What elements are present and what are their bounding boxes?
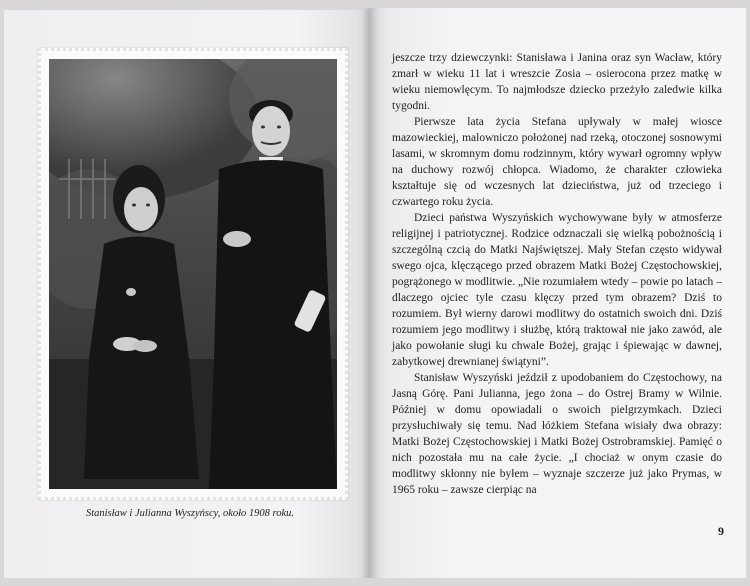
body-text <box>392 50 722 498</box>
photo-caption: Stanisław i Julianna Wyszyńscy, około 1908 roku. <box>85 508 295 519</box>
paragraph: Stanisław Wyszyński jeździł z upodobaniem do Częstochowy, na Jasną Górę. Pani Julianna, jego żona – do Ostrej Bramy w Wilnie. Później w domu opowiadali o swoich pielgrzymkach. Dzieci przysłuchiwały się temu. Nad łóżkiem Stefana wisiały dwa obrazy: Matki Bożej Częstochowskiej i Matki Bożej Ostrobramskiej. Pamięć o nich pozostała mu na całe życie. „I chociaż w onym czasie do modlitwy skłonny nie byłem – wyznaje szczerze już jako Prymas, w 1965 roku – zawsze cierpiąc na <box>392 372 722 496</box>
historical-photograph <box>49 59 337 489</box>
photo-frame <box>38 48 348 500</box>
paragraph: Dzieci państwa Wyszyńskich wychowywane były w atmosferze religijnej i patriotycznej. Rodzice odznaczali się wielką pobożnością i szczególną czcią do Matki Najświętszej. Mały Stefan często widywał swego ojca, klęczącego przed obrazem Matki Bożej Częstochowskiej, pogrążonego w modlitwie. „Nie rozumiałem wtedy – powie po latach – dlaczego ojciec tyle czasu klęczy przed tym obrazem? Dziś to rozumiem. Był wierny darowi modlitwy do ostatnich swoich dni. Dziś rozumiem jego modlitwy i służbę, którą traktował nie jako zawód, ale jako powołanie sługi ku chwale Bożej, grając i śpiewając w dawnej, zabytkowej drewnianej świątyni”. <box>392 212 722 368</box>
paragraph: Pierwsze lata życia Stefana upływały w małej wiosce mazowieckiej, malowniczo położonej nad rzeką, otoczonej sosnowymi lasami, w skromnym domu rodzinnym, który wywarł ogromny wpływ na duchowy rozwój chłopca. Wiadomo, że charakter człowieka kształtuje się od wczesnych lat dzieciństwa, już od trzeciego i czwartego roku życia. <box>392 116 722 208</box>
paragraph: jeszcze trzy dziewczynki: Stanisława i Janina oraz syn Wacław, który zmarł w wieku 11 lat i wreszcie Zosia – osierocona przez matkę w wieku niemowlęcym. To najmłodsze dziecko przeżyło zaledwie kilka tygodni. <box>392 52 722 112</box>
couple-portrait-image <box>49 59 337 489</box>
book-gutter <box>362 8 378 578</box>
page-number: 9 <box>718 524 724 538</box>
